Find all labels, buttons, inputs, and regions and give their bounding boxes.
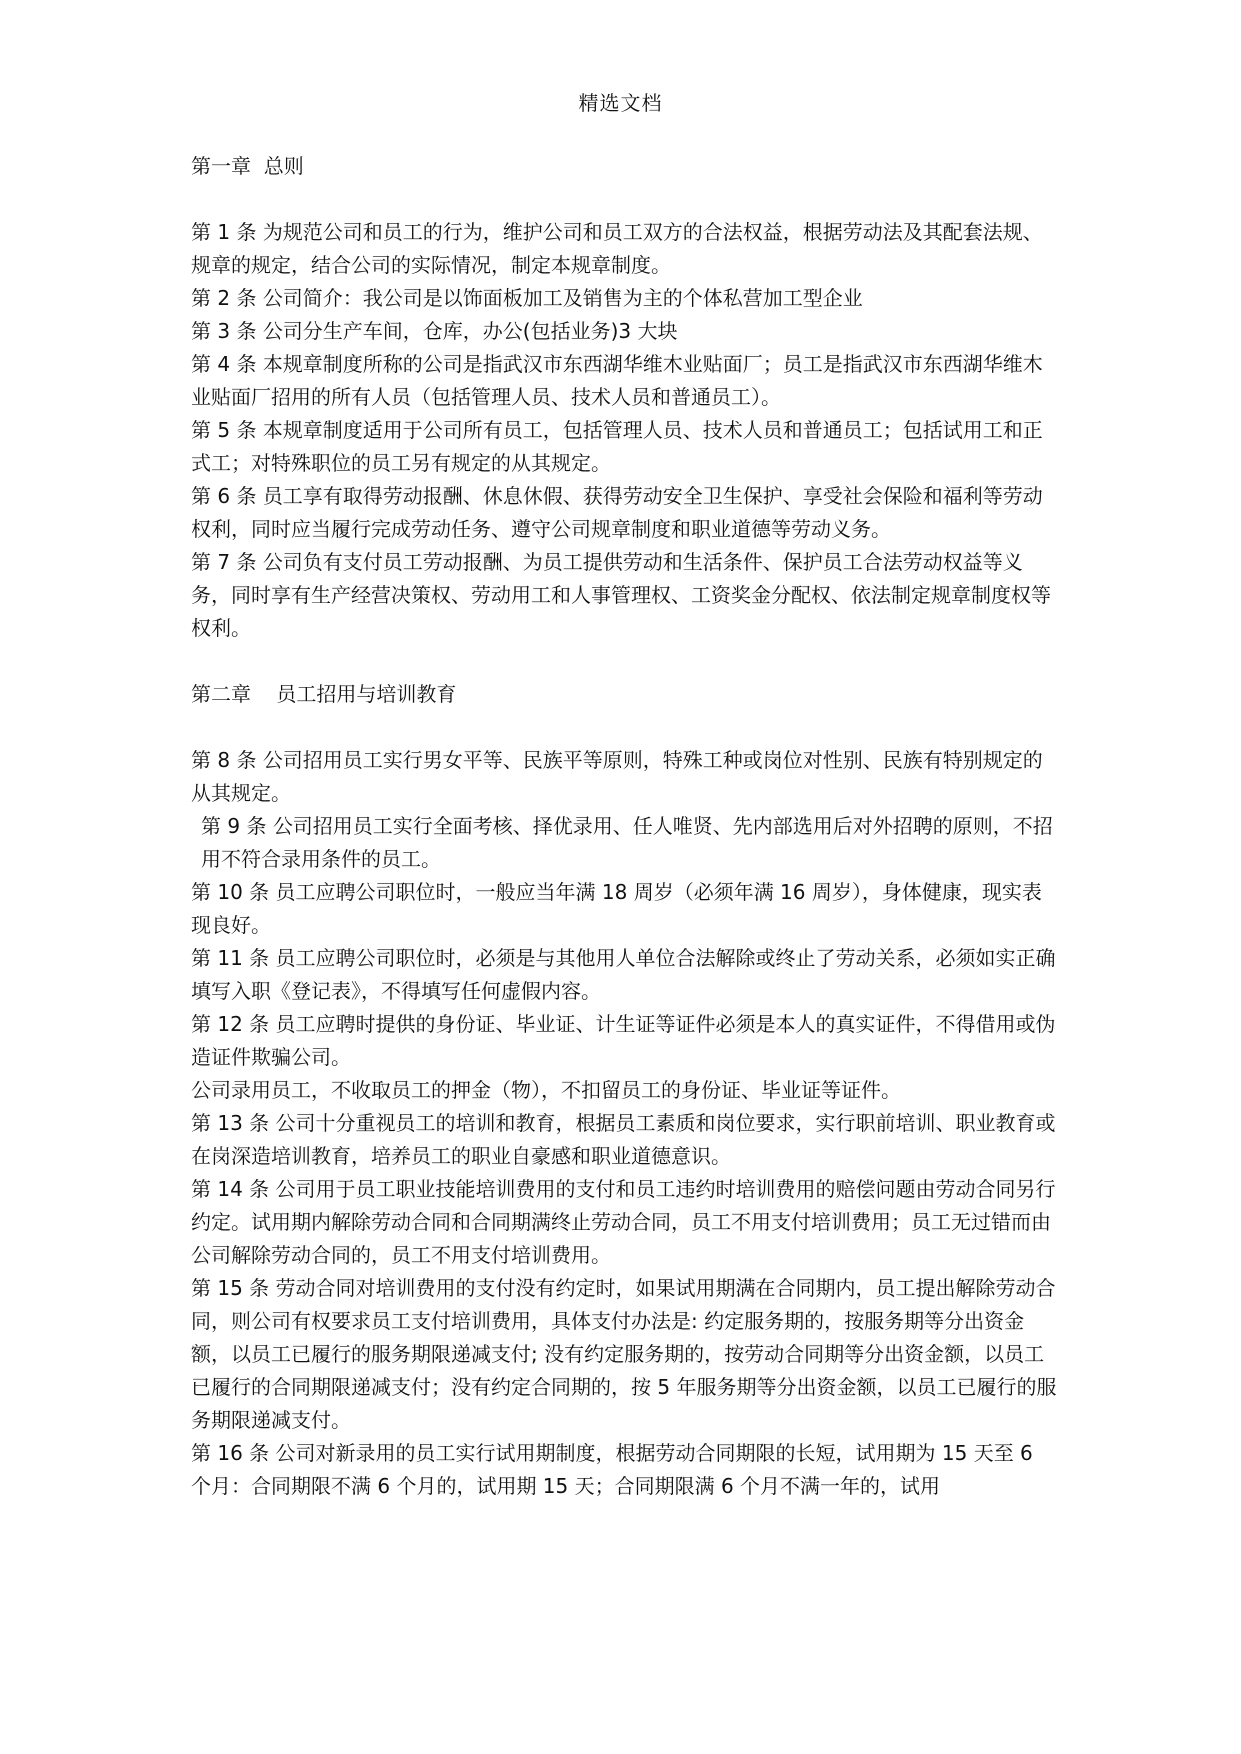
article-text: 公司录用员工，不收取员工的押金（物），不扣留员工的身份证、毕业证等证件。	[191, 1078, 901, 1102]
article-text: 本规章制度适用于公司所有员工，包括管理人员、技术人员和普通员工；包括试用工和正式工；对特殊职位的员工另有规定的从其规定。	[191, 418, 1043, 475]
article-text: 公司招用员工实行全面考核、择优录用、任人唯贤、先内部选用后对外招聘的原则，不招用不符合录用条件的员工。	[201, 814, 1053, 871]
article-label: 第 14 条	[191, 1177, 270, 1201]
article-15	[191, 1272, 1057, 1437]
article-4	[191, 348, 1057, 414]
article-14	[191, 1173, 1057, 1272]
article-text: 为规范公司和员工的行为，维护公司和员工双方的合法权益，根据劳动法及其配套法规、规章的规定，结合公司的实际情况，制定本规章制度。	[191, 220, 1043, 277]
article-label: 第 1 条	[191, 220, 257, 244]
article-label: 第 15 条	[191, 1276, 270, 1300]
section-spacer	[191, 183, 1057, 216]
article-text: 公司对新录用的员工实行试用期制度，根据劳动合同期限的长短，试用期为 15 天至 6 个月：合同期限不满 6 个月的，试用期 15 天；合同期限满 6 个月不满一年的，试用	[191, 1441, 1033, 1498]
article-text: 员工应聘公司职位时，必须是与其他用人单位合法解除或终止了劳动关系，必须如实正确填写入职《登记表》，不得填写任何虚假内容。	[191, 946, 1056, 1003]
article-label: 第 13 条	[191, 1111, 270, 1135]
article-label: 第 6 条	[191, 484, 257, 508]
article-text: 公司用于员工职业技能培训费用的支付和员工违约时培训费用的赔偿问题由劳动合同另行约定。试用期内解除劳动合同和合同期满终止劳动合同，员工不用支付培训费用；员工无过错而由公司解除劳动合同的，员工不用支付培训费用。	[191, 1177, 1056, 1267]
article-11	[191, 942, 1057, 1008]
article-text: 公司简介：我公司是以饰面板加工及销售为主的个体私营加工型企业	[262, 286, 863, 310]
article-13	[191, 1107, 1057, 1173]
page-header-title: 精选文档	[578, 91, 663, 115]
article-12-note	[191, 1074, 1057, 1107]
article-label: 第 11 条	[191, 946, 270, 970]
chapter-2-heading: 第二章 员工招用与培训教育	[191, 682, 457, 706]
article-text: 劳动合同对培训费用的支付没有约定时，如果试用期满在合同期内，员工提出解除劳动合同，则公司有权要求员工支付培训费用，具体支付办法是: 约定服务期的，按服务期等分出资金额，以员工已履行的服务期限递减支付; 没有约定服务期的，按劳动合同期等分出资金额，以员工已履行的合同期限递减支付；没有约定合同期的，按 5 年服务期等分出资金额，以员工已履行的服务期限递减支付。	[191, 1276, 1057, 1432]
section-spacer	[191, 711, 1057, 744]
article-text: 公司十分重视员工的培训和教育，根据员工素质和岗位要求，实行职前培训、职业教育或在岗深造培训教育，培养员工的职业自豪感和职业道德意识。	[191, 1111, 1056, 1168]
article-label: 第 12 条	[191, 1012, 270, 1036]
article-text: 员工应聘时提供的身份证、毕业证、计生证等证件必须是本人的真实证件，不得借用或伪造证件欺骗公司。	[191, 1012, 1056, 1069]
article-label: 第 10 条	[191, 880, 270, 904]
article-16	[191, 1437, 1057, 1503]
article-8	[191, 744, 1057, 810]
article-text: 员工享有取得劳动报酬、休息休假、获得劳动安全卫生保护、享受社会保险和福利等劳动权利，同时应当履行完成劳动任务、遵守公司规章制度和职业道德等劳动义务。	[191, 484, 1043, 541]
article-12	[191, 1008, 1057, 1074]
article-3	[191, 315, 1057, 348]
article-9	[191, 810, 1057, 876]
article-label: 第 9 条	[201, 814, 267, 838]
article-text: 员工应聘公司职位时，一般应当年满 18 周岁（必须年满 16 周岁），身体健康，现实表现良好。	[191, 880, 1042, 937]
article-label: 第 4 条	[191, 352, 257, 376]
article-label: 第 3 条	[191, 319, 257, 343]
article-text: 公司分生产车间，仓库，办公(包括业务)3 大块	[262, 319, 678, 343]
article-1	[191, 216, 1057, 282]
article-5	[191, 414, 1057, 480]
article-7	[191, 546, 1057, 645]
document-body	[191, 150, 1057, 1503]
article-10	[191, 876, 1057, 942]
article-label: 第 5 条	[191, 418, 257, 442]
article-label: 第 16 条	[191, 1441, 270, 1465]
article-label: 第 8 条	[191, 748, 257, 772]
article-text: 公司负有支付员工劳动报酬、为员工提供劳动和生活条件、保护员工合法劳动权益等义务，同时享有生产经营决策权、劳动用工和人事管理权、工资奖金分配权、依法制定规章制度权等权利。	[191, 550, 1051, 640]
chapter-1-heading: 第一章 总则	[191, 154, 304, 178]
section-spacer	[191, 645, 1057, 678]
article-label: 第 7 条	[191, 550, 257, 574]
article-6	[191, 480, 1057, 546]
article-text: 公司招用员工实行男女平等、民族平等原则，特殊工种或岗位对性别、民族有特别规定的从其规定。	[191, 748, 1043, 805]
article-label: 第 2 条	[191, 286, 257, 310]
article-text: 本规章制度所称的公司是指武汉市东西湖华维木业贴面厂；员工是指武汉市东西湖华维木业贴面厂招用的所有人员（包括管理人员、技术人员和普通员工）。	[191, 352, 1043, 409]
article-2	[191, 282, 1057, 315]
